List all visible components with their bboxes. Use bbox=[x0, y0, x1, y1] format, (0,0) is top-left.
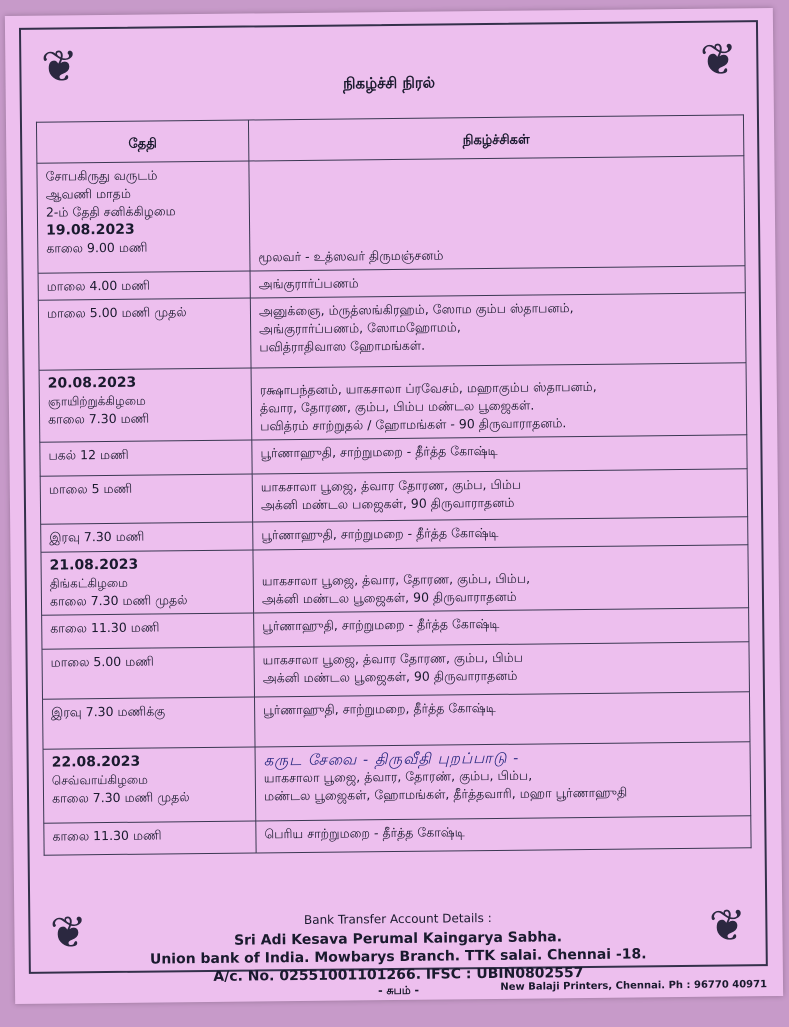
invitation-sheet bbox=[5, 8, 783, 1004]
event-line: யாகசாலா பூஜை, த்வார, தோரண், கும்ப, பிம்ப, bbox=[263, 767, 533, 786]
time-label: மாலை 5.00 மணி bbox=[50, 653, 154, 670]
events-cell bbox=[255, 742, 751, 821]
events-cell bbox=[254, 692, 749, 747]
time-label: காலை 11.30 மணி bbox=[50, 619, 160, 636]
weekday: ஞாயிற்றுக்கிழமை bbox=[47, 393, 146, 409]
date-cell bbox=[41, 550, 254, 615]
table-row bbox=[39, 363, 747, 442]
event-line: மண்டல பூஜைகள், ஹோமங்கள், தீர்த்தவாரி, மஹா பூர்ணாஹுதி bbox=[263, 784, 628, 804]
date-cell bbox=[42, 647, 255, 699]
event-line: ரக்ஷாபந்தனம், யாகசாலா ப்ரவேசம், மஹாகும்ப ஸ்தாபனம், bbox=[259, 378, 597, 398]
date-cell bbox=[39, 368, 252, 442]
date-line: 2-ம் தேதி சனிக்கிழமை bbox=[45, 203, 176, 220]
event-line: பூர்ணாஹுதி, சாற்றுமறை - தீர்த்த கோஷ்டி bbox=[261, 524, 499, 543]
corner-ornament-icon: ❦ bbox=[708, 900, 747, 952]
events-cell bbox=[256, 816, 751, 853]
weekday: செவ்வாய்கிழமை bbox=[51, 772, 148, 788]
bank-branch: Union bank of India. Mowbarys Branch. TTK salai. Chennai -18. bbox=[149, 946, 647, 968]
bank-heading: Bank Transfer Account Details : bbox=[303, 910, 492, 927]
event-line: மூலவர் - உத்ஸவர் திருமஞ்சனம் bbox=[258, 247, 444, 265]
date-line: சோபகிருது வருடம் bbox=[45, 167, 158, 184]
time-label: மாலை 5.00 மணி முதல் bbox=[46, 304, 187, 321]
event-line: பவித்ராதிவாஸ ஹோமங்கள். bbox=[259, 337, 426, 355]
event-line: த்வார, தோரண, கும்ப, பிம்ப மண்டல பூஜைகள். bbox=[259, 397, 535, 416]
table-row bbox=[37, 156, 745, 273]
time-label: மாலை 4.00 மணி bbox=[46, 277, 150, 294]
table-row bbox=[43, 742, 751, 823]
printer-credit: New Balaji Printers, Chennai. Ph : 96770 40971 bbox=[500, 979, 768, 993]
event-line: பெரிய சாற்றுமறை - தீர்த்த கோஷ்டி bbox=[264, 824, 465, 842]
event-line: யாகசாலா பூஜை, த்வார, தோரண, கும்ப, பிம்ப, bbox=[261, 570, 531, 589]
date-value: 20.08.2023 bbox=[47, 374, 137, 392]
table-row bbox=[38, 293, 746, 370]
events-cell bbox=[254, 642, 749, 697]
time-label: பகல் 12 மணி bbox=[48, 446, 129, 463]
corner-ornament-icon: ❦ bbox=[49, 907, 88, 959]
events-column-header: நிகழ்ச்சிகள் bbox=[248, 115, 743, 161]
event-line: அக்னி மண்டல பூஜைகள், 90 திருவாராதனம் bbox=[262, 667, 518, 686]
date-cell bbox=[40, 474, 252, 524]
date-column-header: தேதி bbox=[36, 120, 248, 163]
date-value: 19.08.2023 bbox=[46, 221, 135, 239]
date-cell bbox=[43, 697, 256, 749]
event-line: பூர்ணாஹுதி, சாற்றுமறை - தீர்த்த கோஷ்டி bbox=[262, 615, 500, 634]
time-label: காலை 11.30 மணி bbox=[52, 827, 162, 844]
events-cell bbox=[252, 469, 747, 522]
events-cell bbox=[253, 545, 749, 613]
date-cell bbox=[41, 522, 253, 552]
date-cell bbox=[38, 298, 251, 370]
event-line: யாகசாலா பூஜை, த்வார தோரண, கும்ப, பிம்ப bbox=[260, 476, 522, 495]
time-label: காலை 7.30 மணி முதல் bbox=[51, 789, 190, 806]
time-label: மாலை 5 மணி bbox=[48, 480, 133, 497]
date-cell bbox=[42, 613, 254, 649]
account-name: Sri Adi Kesava Perumal Kaingarya Sabha. bbox=[233, 929, 563, 949]
weekday: திங்கட்கிழமை bbox=[49, 575, 128, 591]
shubham-text: - சுபம் - bbox=[377, 983, 420, 998]
events-cell bbox=[252, 435, 747, 474]
events-cell bbox=[250, 293, 746, 368]
table-row bbox=[44, 816, 751, 855]
date-cell bbox=[38, 271, 250, 300]
event-line: பூர்ணாஹுதி, சாற்றுமறை, தீர்த்த கோஷ்டி bbox=[263, 699, 496, 718]
events-cell bbox=[251, 363, 747, 440]
time-label: காலை 7.30 மணி bbox=[47, 410, 150, 427]
date-value: 22.08.2023 bbox=[51, 753, 141, 771]
date-cell bbox=[37, 161, 250, 273]
date-cell bbox=[44, 821, 256, 855]
event-line: பவித்ரம் சாற்றுதல் / ஹோமங்கள் - 90 திருவாராதனம். bbox=[260, 415, 567, 434]
event-line: அங்குரார்ப்பணம் bbox=[258, 275, 359, 292]
events-cell bbox=[249, 156, 745, 271]
time-label: காலை 7.30 மணி முதல் bbox=[49, 592, 188, 609]
events-cell bbox=[254, 608, 749, 647]
date-value: 21.08.2023 bbox=[49, 556, 139, 574]
table-row bbox=[42, 642, 749, 699]
schedule-table bbox=[36, 114, 752, 855]
date-line: ஆவணி மாதம் bbox=[45, 185, 131, 202]
event-line: அங்குரார்ப்பணம், ஸோமஹோமம், bbox=[259, 319, 461, 337]
handwritten-note: கருட சேவை - திருவீதி புறப்பாடு - bbox=[263, 748, 520, 770]
event-line: யாகசாலா பூஜை, த்வார தோரண, கும்ப, பிம்ப bbox=[262, 649, 524, 668]
event-line: அக்னி மண்டல பூஜைகள், 90 திருவாராதனம் bbox=[261, 588, 517, 607]
event-line: அனுக்ஞை, ம்ருத்ஸங்கிரஹம், ஸோம கும்ப ஸ்தாபனம், bbox=[258, 300, 574, 319]
corner-ornament-icon: ❦ bbox=[40, 41, 79, 93]
page-title: நிகழ்ச்சி நிரல் bbox=[342, 73, 436, 93]
table-row bbox=[41, 545, 749, 615]
table-row bbox=[40, 469, 747, 524]
time-label: இரவு 7.30 மணி bbox=[49, 528, 145, 545]
time-label: இரவு 7.30 மணிக்கு bbox=[51, 703, 166, 720]
corner-ornament-icon: ❦ bbox=[699, 34, 738, 86]
event-line: அக்னி மண்டல பஜைகள், 90 திருவாராதனம் bbox=[260, 494, 515, 513]
account-number: A/c. No. 02551001101266. IFSC : UBIN0802557 bbox=[213, 965, 584, 985]
table-row bbox=[43, 692, 750, 749]
date-cell bbox=[40, 440, 252, 476]
date-cell bbox=[43, 747, 256, 823]
time-label: காலை 9.00 மணி bbox=[46, 239, 148, 256]
event-line: பூர்ணாஹுதி, சாற்றுமறை - தீர்த்த கோஷ்டி bbox=[260, 442, 498, 461]
